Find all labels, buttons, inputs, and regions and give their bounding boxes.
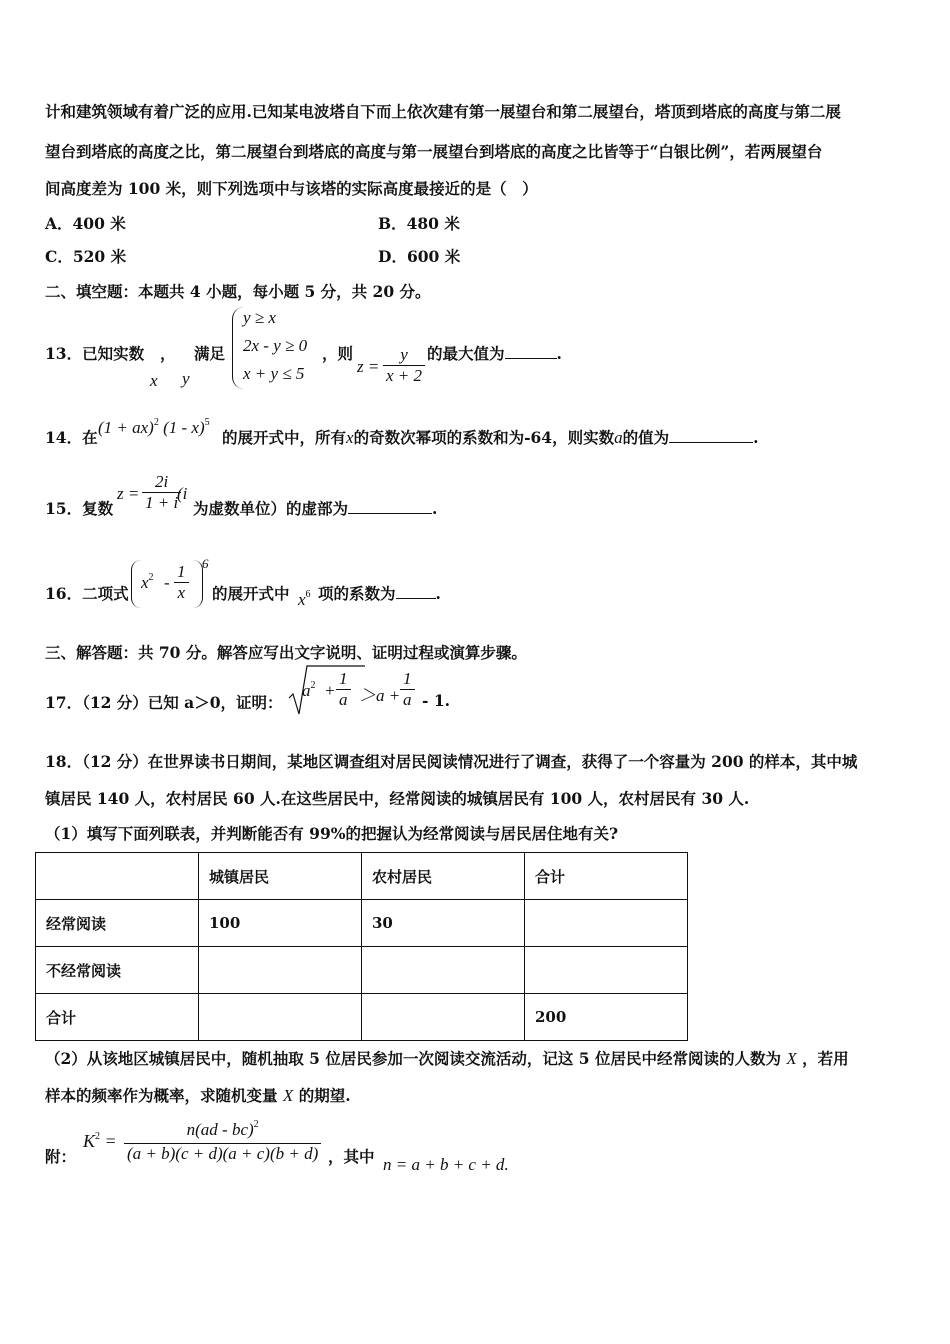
- q14-exp-1: 2: [153, 417, 159, 428]
- q13-comma: ，: [160, 344, 176, 363]
- q12-option-c: C．520 米: [45, 247, 127, 266]
- table-header-cell: [36, 853, 199, 900]
- q12-option-d: D．600 米: [378, 247, 461, 266]
- q16-post: 项的系数为: [318, 584, 396, 603]
- table-cell: 30: [362, 900, 525, 947]
- contingency-table: [35, 852, 688, 1041]
- q13-end: .: [556, 344, 562, 363]
- q13-fraction: [383, 345, 425, 386]
- table-cell: 不经常阅读: [36, 947, 199, 994]
- q14-a: a: [614, 428, 623, 447]
- q13-prefix: 13．已知实数: [45, 344, 145, 363]
- table-cell: 经常阅读: [36, 900, 199, 947]
- table-cell: 200: [525, 994, 688, 1041]
- q13-answer-blank: [505, 344, 557, 359]
- q17-a-squared: [302, 681, 316, 701]
- q12-line3: 间高度差为 100 米，则下列选项中与该塔的实际高度最接近的是（ ）: [45, 179, 538, 198]
- q15-post: 为虚数单位）的虚部为: [193, 499, 349, 518]
- q16-prefix: 16．二项式: [45, 584, 129, 603]
- q14-body: [222, 426, 759, 448]
- q14-factor-2: (1 - x): [163, 418, 205, 437]
- q17-fraction-2-denominator: a: [403, 690, 412, 709]
- q18-line2: 镇居民 140 人，农村居民 60 人.在这些居民中，经常阅读的城镇居民有 100 人，农村居民有 30 人.: [45, 789, 750, 808]
- q15-body: [193, 497, 437, 519]
- q16-outer-exponent: 6: [202, 556, 209, 571]
- table-header-cell: 城镇居民: [199, 853, 362, 900]
- q16-body: [318, 582, 441, 604]
- q18-part2-line2: [45, 1084, 351, 1106]
- q17-fraction-1-denominator: a: [339, 690, 348, 709]
- q13-var-y: y: [182, 369, 190, 388]
- q13-constraint-2: 2x - y ≥ 0: [243, 336, 308, 355]
- q12-line2: 望台到塔底的高度之比，第二展望台到塔底的高度与第一展望台到塔底的高度之比皆等于“白银比例”，若两展望台: [45, 142, 823, 161]
- q13-post-text: 的最大值为: [427, 344, 505, 363]
- k-squared-fraction: [124, 1120, 321, 1164]
- table-cell: [525, 947, 688, 994]
- q16-minus: -: [164, 573, 170, 592]
- k-fraction-denominator: (a + b)(c + d)(a + c)(b + d): [127, 1144, 319, 1163]
- q14-mid-1: 的展开式中，所有: [222, 428, 347, 447]
- q17-fraction-2: [400, 669, 415, 710]
- appendix-label: 附：: [45, 1147, 77, 1166]
- q17-tail: - 1.: [422, 691, 451, 710]
- n-definition: [383, 1155, 509, 1175]
- q12-option-b: B．480 米: [378, 214, 460, 233]
- q12-option-a: A．400 米: [45, 214, 126, 233]
- q16-end: .: [435, 584, 441, 603]
- k-numerator-exp: 2: [253, 1119, 259, 1130]
- table-cell: [199, 994, 362, 1041]
- q16-mid: 的展开式中: [212, 584, 290, 603]
- q18-part2b: 样本的频率作为概率，求随机变量: [45, 1086, 278, 1105]
- q15-z-equals: z =: [117, 484, 140, 503]
- table-row: [36, 900, 688, 947]
- q16-x6: [298, 590, 311, 610]
- q18-var-X-2: X: [282, 1086, 294, 1105]
- q13-z-equals: z =: [357, 357, 380, 376]
- q14-mid-2: 的奇数次幂项的系数和为-64，则实数: [353, 428, 615, 447]
- q14-factor-1: (1 + ax): [98, 418, 154, 437]
- table-row: [36, 994, 688, 1041]
- q14-exp-2: 5: [204, 417, 210, 428]
- q16-fraction-denominator: x: [177, 583, 186, 602]
- q13-fraction-denominator: x + 2: [386, 366, 423, 385]
- q16-answer-blank: [396, 584, 436, 599]
- table-row: [36, 947, 688, 994]
- q13-constraint-1: y ≥ x: [243, 308, 276, 327]
- q17-gt: ＞a +: [359, 686, 401, 705]
- q12-line1: 计和建筑领域有着广泛的应用.已知某电波塔自下而上依次建有第一展望台和第二展望台，塔顶到塔底的高度与第二展: [45, 102, 841, 121]
- q17-fraction-2-numerator: 1: [400, 669, 415, 690]
- q13-satisfy: 满足: [194, 344, 226, 363]
- table-header-cell: 农村居民: [362, 853, 525, 900]
- q15-fraction-numerator: 2i: [142, 472, 181, 493]
- q17-a-base: a: [302, 681, 311, 700]
- q14-answer-blank: [669, 428, 753, 443]
- q13-post: [427, 342, 562, 364]
- k-squared: [83, 1131, 117, 1152]
- q18-part2a: （2）从该地区城镇居民中，随机抽取 5 位居民参加一次阅读交流活动，记这 5 位居民中经常阅读的人数为: [45, 1049, 781, 1068]
- q18-var-X: X: [786, 1049, 797, 1068]
- n-equation: n = a + b + c + d: [383, 1155, 505, 1174]
- q16-fraction-numerator: 1: [174, 562, 189, 583]
- table-header-row: [36, 853, 688, 900]
- q15-answer-blank: [348, 499, 432, 514]
- table-cell: [199, 947, 362, 994]
- k-equals: =: [104, 1131, 117, 1151]
- q16-x-squared: [141, 573, 154, 593]
- q17-plus: +: [324, 681, 336, 700]
- q14-prefix: 14．在: [45, 428, 98, 447]
- q16-x2-exp: 2: [148, 572, 154, 583]
- q15-fraction: [142, 472, 181, 513]
- q17-a-exp: 2: [310, 680, 316, 691]
- table-header-cell: 合计: [525, 853, 688, 900]
- q14-x: x: [346, 428, 354, 447]
- q15-fraction-denominator: 1 + i: [145, 493, 179, 512]
- table-cell: 100: [199, 900, 362, 947]
- table-cell: [362, 947, 525, 994]
- q15-prefix: 15．复数: [45, 499, 114, 518]
- q13-constraint-3: x + y ≤ 5: [243, 364, 305, 383]
- q14-expression: [98, 418, 210, 438]
- table-cell: 合计: [36, 994, 199, 1041]
- q18-line1: 18．（12 分）在世界读书日期间，某地区调查组对居民阅读情况进行了调查，获得了一个容量为 200 的样本，其中城: [45, 752, 858, 771]
- k-base: K: [83, 1131, 96, 1151]
- section-2-heading: 二、填空题：本题共 4 小题，每小题 5 分，共 20 分。: [45, 282, 431, 301]
- n-dot: .: [504, 1155, 509, 1174]
- q18-part2-line1: [45, 1047, 849, 1069]
- q16-x6-exp: 6: [305, 589, 311, 600]
- q16-fraction: [174, 562, 189, 603]
- q13-then: ，则: [322, 344, 354, 363]
- q18-part2a-end: ，若用: [802, 1049, 849, 1068]
- q17-prefix: 17．（12 分）已知 a＞0，证明：: [45, 693, 283, 712]
- table-cell: [525, 900, 688, 947]
- q17-fraction-1-numerator: 1: [336, 669, 351, 690]
- q14-end: .: [753, 428, 759, 447]
- appendix-where: ，其中: [328, 1147, 375, 1166]
- q13-fraction-numerator: y: [383, 345, 425, 366]
- q14-post: 的值为: [622, 428, 670, 447]
- table-cell: [362, 994, 525, 1041]
- q17-fraction-1: [336, 669, 351, 710]
- q18-part2b-end: 的期望.: [298, 1086, 351, 1105]
- k-exp: 2: [95, 1131, 101, 1142]
- q13-var-x: x: [150, 371, 158, 390]
- k-numerator-text: n(ad - bc): [186, 1120, 254, 1139]
- section-3-heading: 三、解答题：共 70 分。解答应写出文字说明、证明过程或演算步骤。: [45, 643, 527, 662]
- q18-part1: （1）填写下面列联表，并判断能否有 99%的把握认为经常阅读与居民居住地有关?: [45, 824, 619, 843]
- q15-paren: (i: [177, 484, 188, 503]
- q16-x2-base: x: [141, 573, 149, 592]
- q16-x6-base: x: [298, 590, 306, 609]
- k-fraction-numerator: [124, 1120, 321, 1144]
- q15-end: .: [432, 499, 438, 518]
